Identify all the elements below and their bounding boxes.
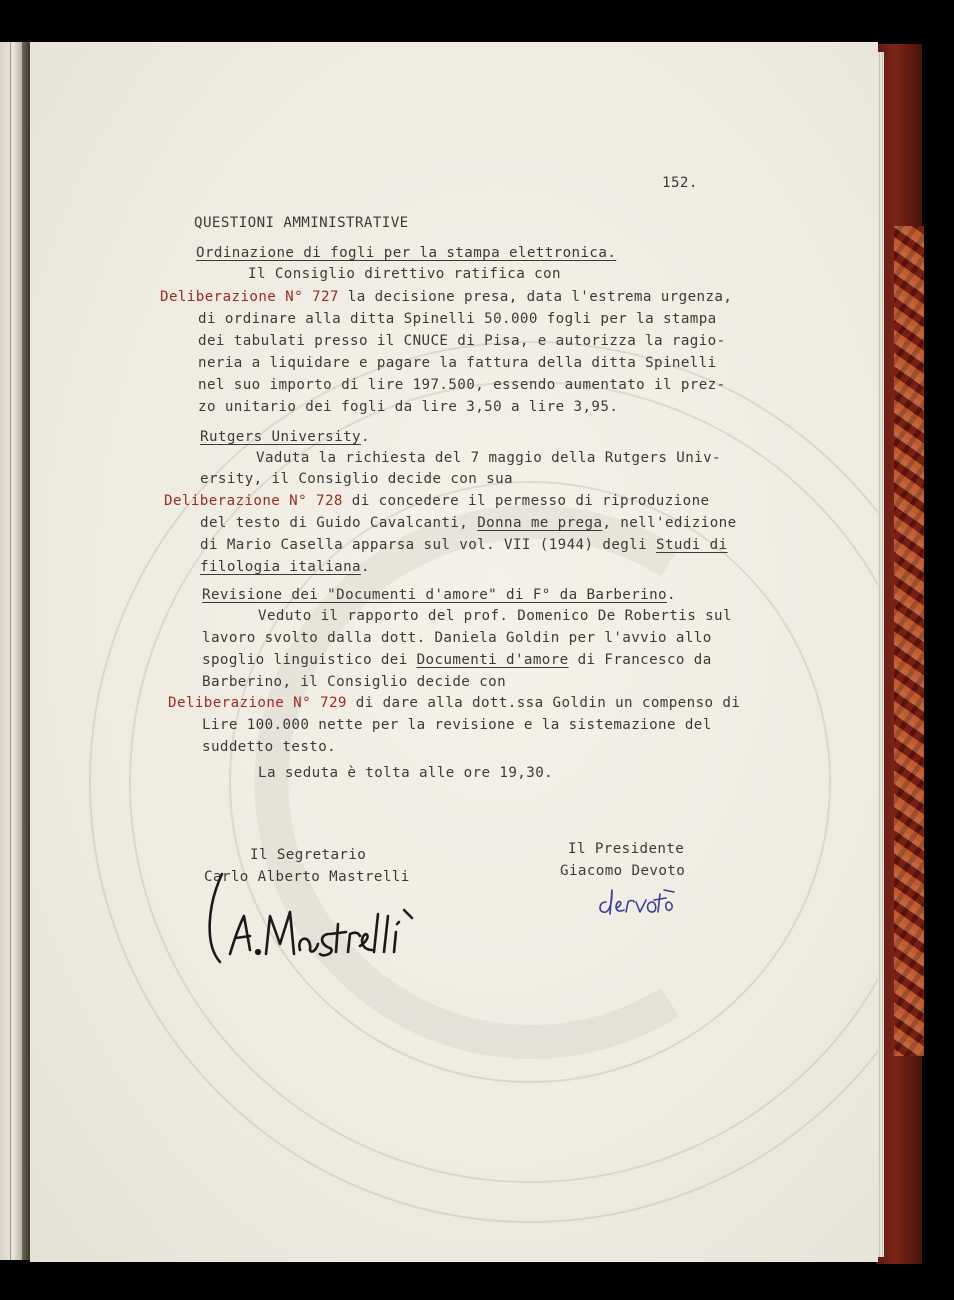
- item1-title: Ordinazione di fogli per la stampa elettronica.: [196, 245, 617, 261]
- item1-line: nel suo importo di lire 197.500, essendo aumentato il prez-: [198, 377, 726, 393]
- item3-line: suddetto testo.: [202, 739, 337, 755]
- item1-line: neria a liquidare e pagare la fattura della ditta Spinelli: [198, 355, 717, 371]
- secretary-name: Carlo Alberto Mastrelli: [204, 869, 410, 885]
- secretary-role: Il Segretario: [250, 847, 367, 863]
- facing-page-edge: [0, 42, 22, 1260]
- deliberation-728: Deliberazione N° 728: [164, 493, 343, 509]
- item2-line: del testo di Guido Cavalcanti, Donna me prega, nell'edizione: [200, 515, 737, 531]
- item1-deliberation-line: Deliberazione N° 727 la decisione presa, data l'estrema urgenza,: [160, 289, 733, 305]
- item3-line: Barberino, il Consiglio decide con: [202, 674, 507, 690]
- section-heading: QUESTIONI AMMINISTRATIVE: [194, 215, 409, 231]
- item3-deliberation-line: Deliberazione N° 729 di dare alla dott.ssa Goldin un compenso di: [168, 695, 741, 711]
- closing-line: La seduta è tolta alle ore 19,30.: [258, 765, 554, 781]
- item2-deliberation-line: Deliberazione N° 728 di concedere il permesso di riproduzione: [164, 493, 710, 509]
- item1-line: zo unitario dei fogli da lire 3,50 a lire 3,95.: [198, 399, 619, 415]
- item3-line: lavoro svolto dalla dott. Daniela Goldin per l'avvio allo: [202, 630, 712, 646]
- deliberation-729: Deliberazione N° 729: [168, 695, 347, 711]
- item3-line: Lire 100.000 nette per la revisione e la sistemazione del: [202, 717, 712, 733]
- item2-line: ersity, il Consiglio decide con sua: [200, 471, 513, 487]
- document-page: [30, 42, 878, 1262]
- president-role: Il Presidente: [568, 841, 685, 857]
- page-number: 152.: [662, 175, 698, 191]
- item1-intro: Il Consiglio direttivo ratifica con: [248, 266, 561, 282]
- item1-line: dei tabulati presso il CNUCE di Pisa, e autorizza la ragio-: [198, 333, 726, 349]
- item3-line: spoglio linguistico dei Documenti d'amore di Francesco da: [202, 652, 712, 668]
- item3-title: Revisione dei "Documenti d'amore" di F° da Barberino.: [202, 587, 676, 603]
- item1-line: di ordinare alla ditta Spinelli 50.000 fogli per la stampa: [198, 311, 717, 327]
- president-name: Giacomo Devoto: [560, 863, 686, 879]
- item2-line: Vaduta la richiesta del 7 maggio della Rutgers Univ-: [256, 450, 721, 466]
- marbled-endpaper: [894, 226, 924, 1056]
- deliberation-727: Deliberazione N° 727: [160, 289, 339, 305]
- item2-line: di Mario Casella apparsa sul vol. VII (1944) degli Studi di: [200, 537, 728, 553]
- item2-line: filologia italiana.: [200, 559, 370, 575]
- item3-line: Veduto il rapporto del prof. Domenico De Robertis sul: [258, 608, 732, 624]
- item2-title: Rutgers University.: [200, 429, 370, 445]
- secretary-signature: [200, 854, 430, 974]
- president-signature: [594, 884, 684, 924]
